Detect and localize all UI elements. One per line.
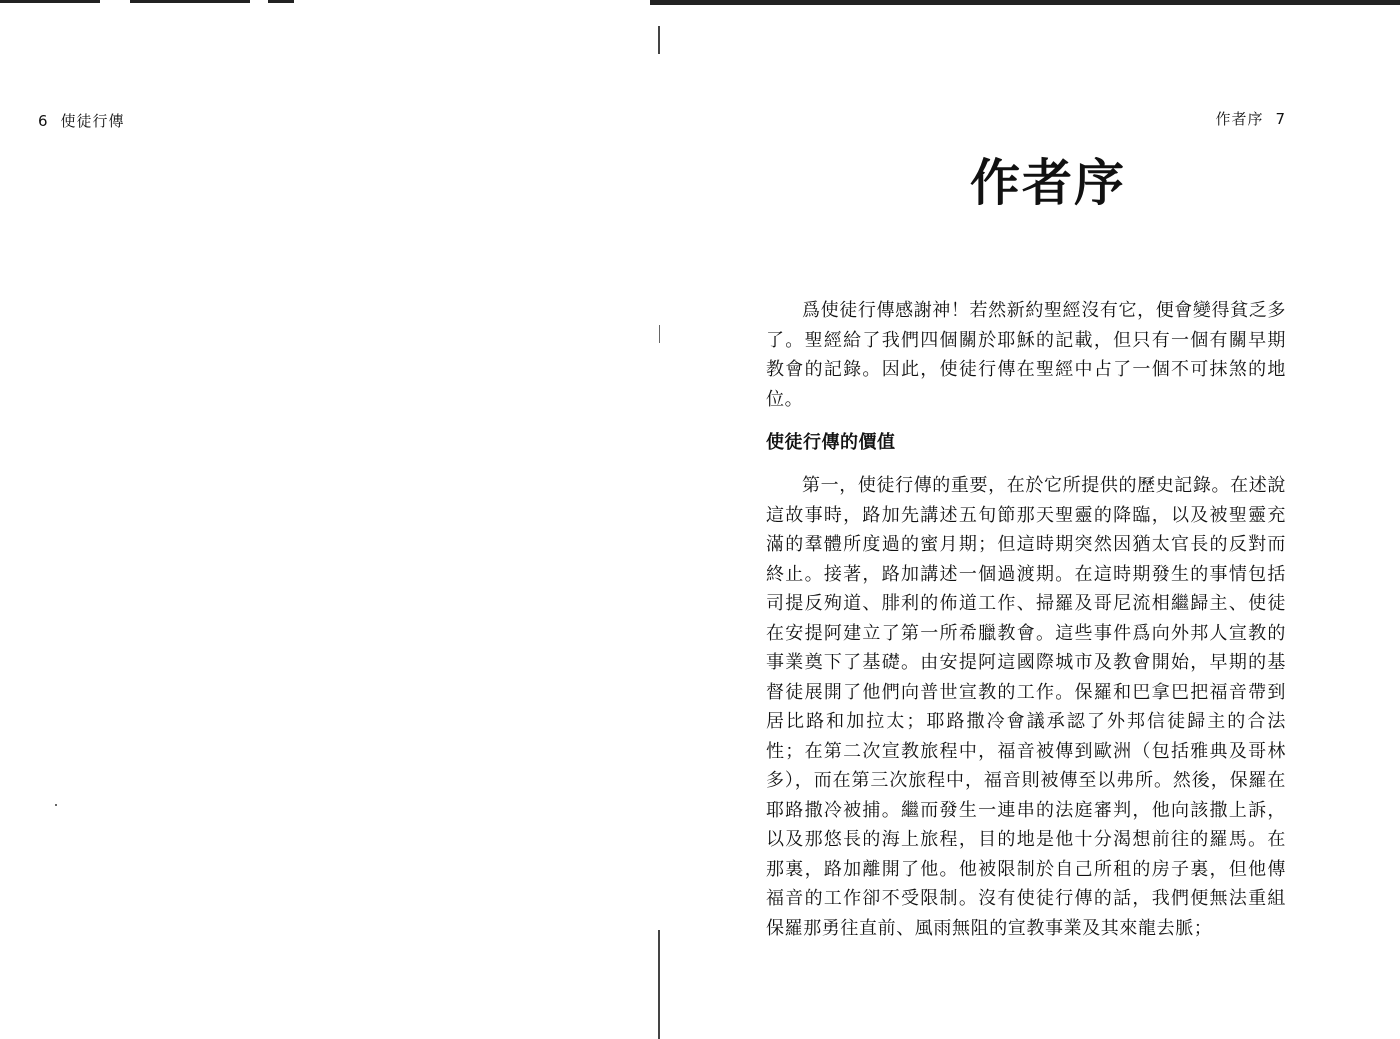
section-block: [766, 471, 1286, 943]
running-head-title: 作者序: [1215, 110, 1264, 128]
section-heading: 使徒行傳的價值: [766, 432, 896, 453]
chapter-title: 作者序: [970, 154, 1126, 212]
left-page: [0, 0, 660, 1039]
running-head: [38, 110, 125, 131]
page-number: 7: [1275, 110, 1286, 128]
page-number: 6: [38, 112, 49, 130]
intro-block: [766, 296, 1286, 414]
running-head: [1215, 108, 1286, 129]
paragraph: 第一，使徒行傳的重要，在於它所提供的歷史記錄。在述說這故事時，路加先講述五旬節那天聖靈的降臨，以及被聖靈充滿的羣體所度過的蜜月期；但這時期突然因猶太官長的反對而終止。接著，路加講述一個過渡期。在這時期發生的事情包括司提反殉道、腓利的佈道工作、掃羅及哥尼流相繼歸主、使徒在安提阿建立了第一所希臘教會。這些事件爲向外邦人宣教的事業奠下了基礎。由安提阿這國際城市及教會開始，早期的基督徒展開了他們向普世宣教的工作。保羅和巴拿巴把福音帶到居比路和加拉太；耶路撒冷會議承認了外邦信徒歸主的合法性；在第二次宣教旅程中，福音被傳到歐洲（包括雅典及哥林多），而在第三次旅程中，福音則被傳至以弗所。然後，保羅在耶路撒冷被捕。繼而發生一連串的法庭審判，他向該撒上訴，以及那悠長的海上旅程，目的地是他十分渴想前往的羅馬。在那裏，路加離開了他。他被限制於自己所租的房子裏，但他傳福音的工作卻不受限制。沒有使徒行傳的話，我們便無法重組保羅那勇往直前、風雨無阻的宣教事業及其來龍去脈；: [766, 475, 1286, 939]
running-head-title: 使徒行傳: [60, 112, 125, 130]
paragraph: 爲使徒行傳感謝神！若然新約聖經沒有它，便會變得貧乏多了。聖經給了我們四個關於耶穌的記載，但只有一個有關早期教會的記錄。因此，使徒行傳在聖經中占了一個不可抹煞的地位。: [766, 300, 1286, 410]
right-page: [660, 0, 1400, 1039]
